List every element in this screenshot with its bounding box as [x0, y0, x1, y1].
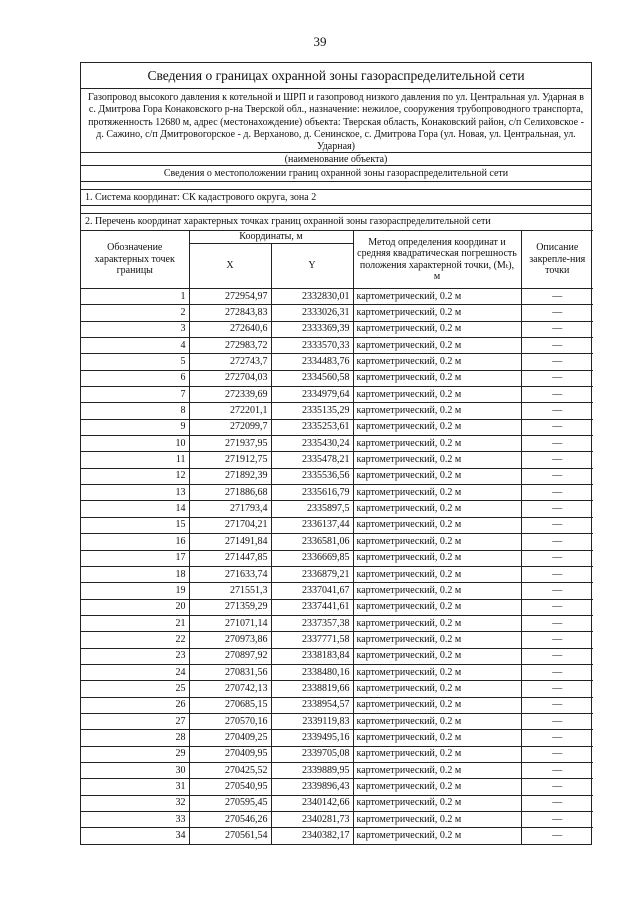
table-row	[81, 681, 593, 697]
list-heading: 2. Перечень координат характерных точках границ охранной зоны газораспределительной сети	[85, 216, 491, 227]
point-number: 20	[81, 599, 189, 615]
description-cell: —	[521, 697, 593, 713]
y-coordinate: 2333369,39	[271, 321, 353, 337]
page-number: 39	[313, 34, 327, 49]
y-coordinate: 2340142,66	[271, 795, 353, 811]
table-row	[81, 599, 593, 615]
method-cell: картометрический, 0.2 м	[353, 795, 521, 811]
point-number: 18	[81, 566, 189, 582]
description-cell: —	[521, 762, 593, 778]
method-cell: картометрический, 0.2 м	[353, 289, 521, 305]
y-coordinate: 2338954,57	[271, 697, 353, 713]
table-body	[81, 289, 593, 844]
object-description: Газопровод высокого давления к котельной и ШРП и газопровод низкого давления по ул. Центральная ул. Ударная в с. Дмитрова Гора Конаковского р-на Тверской обл., назначение: нежилое, сооружения трубопроводного транспорта, протяженность 12680 м, адрес (местонахождение) объекта: Тверская область, Конаковский район, с/п Селиховское - д. Сажино, с/п Дмитровогорское - д. Верханово, д. Сенинское, с. Дмитрова Гора (ул. Новая, ул. Центральная, ул. Ударная)	[81, 89, 591, 153]
y-coordinate: 2339705,08	[271, 746, 353, 762]
coordinates-table	[81, 230, 593, 844]
x-coordinate: 272743,7	[189, 354, 271, 370]
x-coordinate: 271886,68	[189, 485, 271, 501]
header-coordinates: Координаты, м	[189, 231, 353, 244]
document-frame	[80, 62, 592, 845]
method-cell: картометрический, 0.2 м	[353, 615, 521, 631]
table-row	[81, 697, 593, 713]
table-row	[81, 648, 593, 664]
point-number: 14	[81, 501, 189, 517]
x-coordinate: 270409,25	[189, 730, 271, 746]
description-cell: —	[521, 485, 593, 501]
method-cell: картометрический, 0.2 м	[353, 370, 521, 386]
point-number: 21	[81, 615, 189, 631]
header-x: X	[189, 244, 271, 289]
method-cell: картометрический, 0.2 м	[353, 501, 521, 517]
point-number: 29	[81, 746, 189, 762]
x-coordinate: 270831,56	[189, 664, 271, 680]
x-coordinate: 271937,95	[189, 436, 271, 452]
table-row	[81, 419, 593, 435]
description-cell: —	[521, 713, 593, 729]
point-number: 4	[81, 338, 189, 354]
description-cell: —	[521, 436, 593, 452]
point-number: 13	[81, 485, 189, 501]
point-number: 15	[81, 517, 189, 533]
point-number: 32	[81, 795, 189, 811]
table-row	[81, 403, 593, 419]
table-row	[81, 566, 593, 582]
table-row	[81, 828, 593, 844]
description-cell: —	[521, 632, 593, 648]
document-title: Сведения о границах охранной зоны газораспределительной сети	[81, 63, 591, 89]
x-coordinate: 272983,72	[189, 338, 271, 354]
spacer	[81, 182, 591, 190]
method-cell: картометрический, 0.2 м	[353, 648, 521, 664]
table-row	[81, 632, 593, 648]
y-coordinate: 2333570,33	[271, 338, 353, 354]
x-coordinate: 270973,86	[189, 632, 271, 648]
method-cell: картометрический, 0.2 м	[353, 403, 521, 419]
method-cell: картометрический, 0.2 м	[353, 305, 521, 321]
table-row	[81, 468, 593, 484]
x-coordinate: 270540,95	[189, 779, 271, 795]
header-y: Y	[271, 244, 353, 289]
method-cell: картометрический, 0.2 м	[353, 812, 521, 828]
y-coordinate: 2340281,73	[271, 812, 353, 828]
description-cell: —	[521, 419, 593, 435]
method-cell: картометрический, 0.2 м	[353, 452, 521, 468]
x-coordinate: 270595,45	[189, 795, 271, 811]
point-number: 8	[81, 403, 189, 419]
description-cell: —	[521, 730, 593, 746]
spacer	[81, 206, 591, 214]
point-number: 17	[81, 550, 189, 566]
y-coordinate: 2335616,79	[271, 485, 353, 501]
location-heading: Сведения о местоположении границ охранной зоны газораспределительной сети	[81, 166, 591, 182]
method-cell: картометрический, 0.2 м	[353, 419, 521, 435]
y-coordinate: 2337771,58	[271, 632, 353, 648]
description-cell: —	[521, 615, 593, 631]
table-row	[81, 713, 593, 729]
description-cell: —	[521, 468, 593, 484]
point-number: 28	[81, 730, 189, 746]
method-cell: картометрический, 0.2 м	[353, 566, 521, 582]
y-coordinate: 2336879,21	[271, 566, 353, 582]
point-number: 31	[81, 779, 189, 795]
method-cell: картометрический, 0.2 м	[353, 534, 521, 550]
table-row	[81, 436, 593, 452]
table-row	[81, 550, 593, 566]
method-cell: картометрический, 0.2 м	[353, 730, 521, 746]
method-cell: картометрический, 0.2 м	[353, 436, 521, 452]
x-coordinate: 271491,84	[189, 534, 271, 550]
point-number: 33	[81, 812, 189, 828]
y-coordinate: 2338480,16	[271, 664, 353, 680]
table-row	[81, 534, 593, 550]
description-cell: —	[521, 517, 593, 533]
method-cell: картометрический, 0.2 м	[353, 517, 521, 533]
method-cell: картометрический, 0.2 м	[353, 746, 521, 762]
table-row	[81, 387, 593, 403]
x-coordinate: 271793,4	[189, 501, 271, 517]
point-number: 23	[81, 648, 189, 664]
x-coordinate: 270546,26	[189, 812, 271, 828]
description-cell: —	[521, 354, 593, 370]
description-cell: —	[521, 338, 593, 354]
y-coordinate: 2336581,06	[271, 534, 353, 550]
point-number: 2	[81, 305, 189, 321]
y-coordinate: 2338819,66	[271, 681, 353, 697]
y-coordinate: 2335430,24	[271, 436, 353, 452]
point-number: 11	[81, 452, 189, 468]
table-row	[81, 664, 593, 680]
description-cell: —	[521, 550, 593, 566]
description-cell: —	[521, 452, 593, 468]
point-number: 27	[81, 713, 189, 729]
table-row	[81, 615, 593, 631]
x-coordinate: 270742,13	[189, 681, 271, 697]
x-coordinate: 271633,74	[189, 566, 271, 582]
description-cell: —	[521, 501, 593, 517]
table-row	[81, 338, 593, 354]
method-cell: картометрический, 0.2 м	[353, 762, 521, 778]
description-cell: —	[521, 648, 593, 664]
table-row	[81, 812, 593, 828]
method-cell: картометрический, 0.2 м	[353, 550, 521, 566]
y-coordinate: 2337357,38	[271, 615, 353, 631]
description-cell: —	[521, 828, 593, 844]
header-method: Метод определения координат и средняя квадратическая погрешность положения характерной точки, (Mₜ), м	[353, 231, 521, 289]
point-number: 10	[81, 436, 189, 452]
table-row	[81, 354, 593, 370]
y-coordinate: 2339495,16	[271, 730, 353, 746]
table-row	[81, 485, 593, 501]
method-cell: картометрический, 0.2 м	[353, 338, 521, 354]
description-cell: —	[521, 681, 593, 697]
y-coordinate: 2339119,83	[271, 713, 353, 729]
table-row	[81, 501, 593, 517]
description-cell: —	[521, 370, 593, 386]
y-coordinate: 2337441,61	[271, 599, 353, 615]
y-coordinate: 2333026,31	[271, 305, 353, 321]
y-coordinate: 2336137,44	[271, 517, 353, 533]
point-number: 26	[81, 697, 189, 713]
method-cell: картометрический, 0.2 м	[353, 779, 521, 795]
table-row	[81, 305, 593, 321]
method-cell: картометрический, 0.2 м	[353, 583, 521, 599]
table-row	[81, 779, 593, 795]
y-coordinate: 2337041,67	[271, 583, 353, 599]
description-cell: —	[521, 812, 593, 828]
x-coordinate: 270897,92	[189, 648, 271, 664]
x-coordinate: 271892,39	[189, 468, 271, 484]
x-coordinate: 270570,16	[189, 713, 271, 729]
y-coordinate: 2340382,17	[271, 828, 353, 844]
header-description: Описание закрепле-ния точки	[521, 231, 593, 289]
table-row	[81, 517, 593, 533]
y-coordinate: 2334979,64	[271, 387, 353, 403]
method-cell: картометрический, 0.2 м	[353, 632, 521, 648]
y-coordinate: 2335897,5	[271, 501, 353, 517]
y-coordinate: 2335536,56	[271, 468, 353, 484]
method-cell: картометрический, 0.2 м	[353, 681, 521, 697]
description-cell: —	[521, 321, 593, 337]
table-row	[81, 730, 593, 746]
y-coordinate: 2338183,84	[271, 648, 353, 664]
y-coordinate: 2332830,01	[271, 289, 353, 305]
point-number: 6	[81, 370, 189, 386]
point-number: 1	[81, 289, 189, 305]
y-coordinate: 2334483,76	[271, 354, 353, 370]
x-coordinate: 271704,21	[189, 517, 271, 533]
x-coordinate: 272640,6	[189, 321, 271, 337]
y-coordinate: 2339896,43	[271, 779, 353, 795]
point-number: 9	[81, 419, 189, 435]
description-cell: —	[521, 534, 593, 550]
method-cell: картометрический, 0.2 м	[353, 664, 521, 680]
x-coordinate: 270561,54	[189, 828, 271, 844]
y-coordinate: 2335478,21	[271, 452, 353, 468]
table-row	[81, 321, 593, 337]
object-caption: (наименование объекта)	[81, 153, 591, 166]
y-coordinate: 2336669,85	[271, 550, 353, 566]
x-coordinate: 272099,7	[189, 419, 271, 435]
method-cell: картометрический, 0.2 м	[353, 485, 521, 501]
x-coordinate: 272201,1	[189, 403, 271, 419]
point-number: 34	[81, 828, 189, 844]
point-number: 5	[81, 354, 189, 370]
point-number: 3	[81, 321, 189, 337]
y-coordinate: 2339889,95	[271, 762, 353, 778]
table-row	[81, 370, 593, 386]
y-coordinate: 2334560,58	[271, 370, 353, 386]
method-cell: картометрический, 0.2 м	[353, 387, 521, 403]
x-coordinate: 271359,29	[189, 599, 271, 615]
point-number: 12	[81, 468, 189, 484]
x-coordinate: 270685,15	[189, 697, 271, 713]
y-coordinate: 2335253,61	[271, 419, 353, 435]
method-cell: картометрический, 0.2 м	[353, 321, 521, 337]
x-coordinate: 271912,75	[189, 452, 271, 468]
header-point: Обозначение характерных точек границы	[81, 231, 189, 289]
method-cell: картометрический, 0.2 м	[353, 599, 521, 615]
table-row	[81, 795, 593, 811]
method-cell: картометрический, 0.2 м	[353, 713, 521, 729]
description-cell: —	[521, 403, 593, 419]
description-cell: —	[521, 779, 593, 795]
x-coordinate: 271071,14	[189, 615, 271, 631]
x-coordinate: 272339,69	[189, 387, 271, 403]
point-number: 25	[81, 681, 189, 697]
x-coordinate: 271447,85	[189, 550, 271, 566]
point-number: 7	[81, 387, 189, 403]
table-row	[81, 583, 593, 599]
table-row	[81, 452, 593, 468]
point-number: 24	[81, 664, 189, 680]
point-number: 22	[81, 632, 189, 648]
point-number: 16	[81, 534, 189, 550]
method-cell: картометрический, 0.2 м	[353, 697, 521, 713]
method-cell: картометрический, 0.2 м	[353, 828, 521, 844]
x-coordinate: 270425,52	[189, 762, 271, 778]
table-row	[81, 762, 593, 778]
method-cell: картометрический, 0.2 м	[353, 354, 521, 370]
table-row	[81, 289, 593, 305]
description-cell: —	[521, 289, 593, 305]
point-number: 30	[81, 762, 189, 778]
x-coordinate: 272843,83	[189, 305, 271, 321]
method-cell: картометрический, 0.2 м	[353, 468, 521, 484]
table-row	[81, 746, 593, 762]
description-cell: —	[521, 599, 593, 615]
description-cell: —	[521, 795, 593, 811]
description-cell: —	[521, 305, 593, 321]
x-coordinate: 271551,3	[189, 583, 271, 599]
x-coordinate: 272954,97	[189, 289, 271, 305]
description-cell: —	[521, 583, 593, 599]
coordinate-system: 1. Система координат: СК кадастрового округа, зона 2	[81, 190, 591, 206]
description-cell: —	[521, 746, 593, 762]
description-cell: —	[521, 566, 593, 582]
description-cell: —	[521, 387, 593, 403]
x-coordinate: 272704,03	[189, 370, 271, 386]
y-coordinate: 2335135,29	[271, 403, 353, 419]
x-coordinate: 270409,95	[189, 746, 271, 762]
description-cell: —	[521, 664, 593, 680]
point-number: 19	[81, 583, 189, 599]
